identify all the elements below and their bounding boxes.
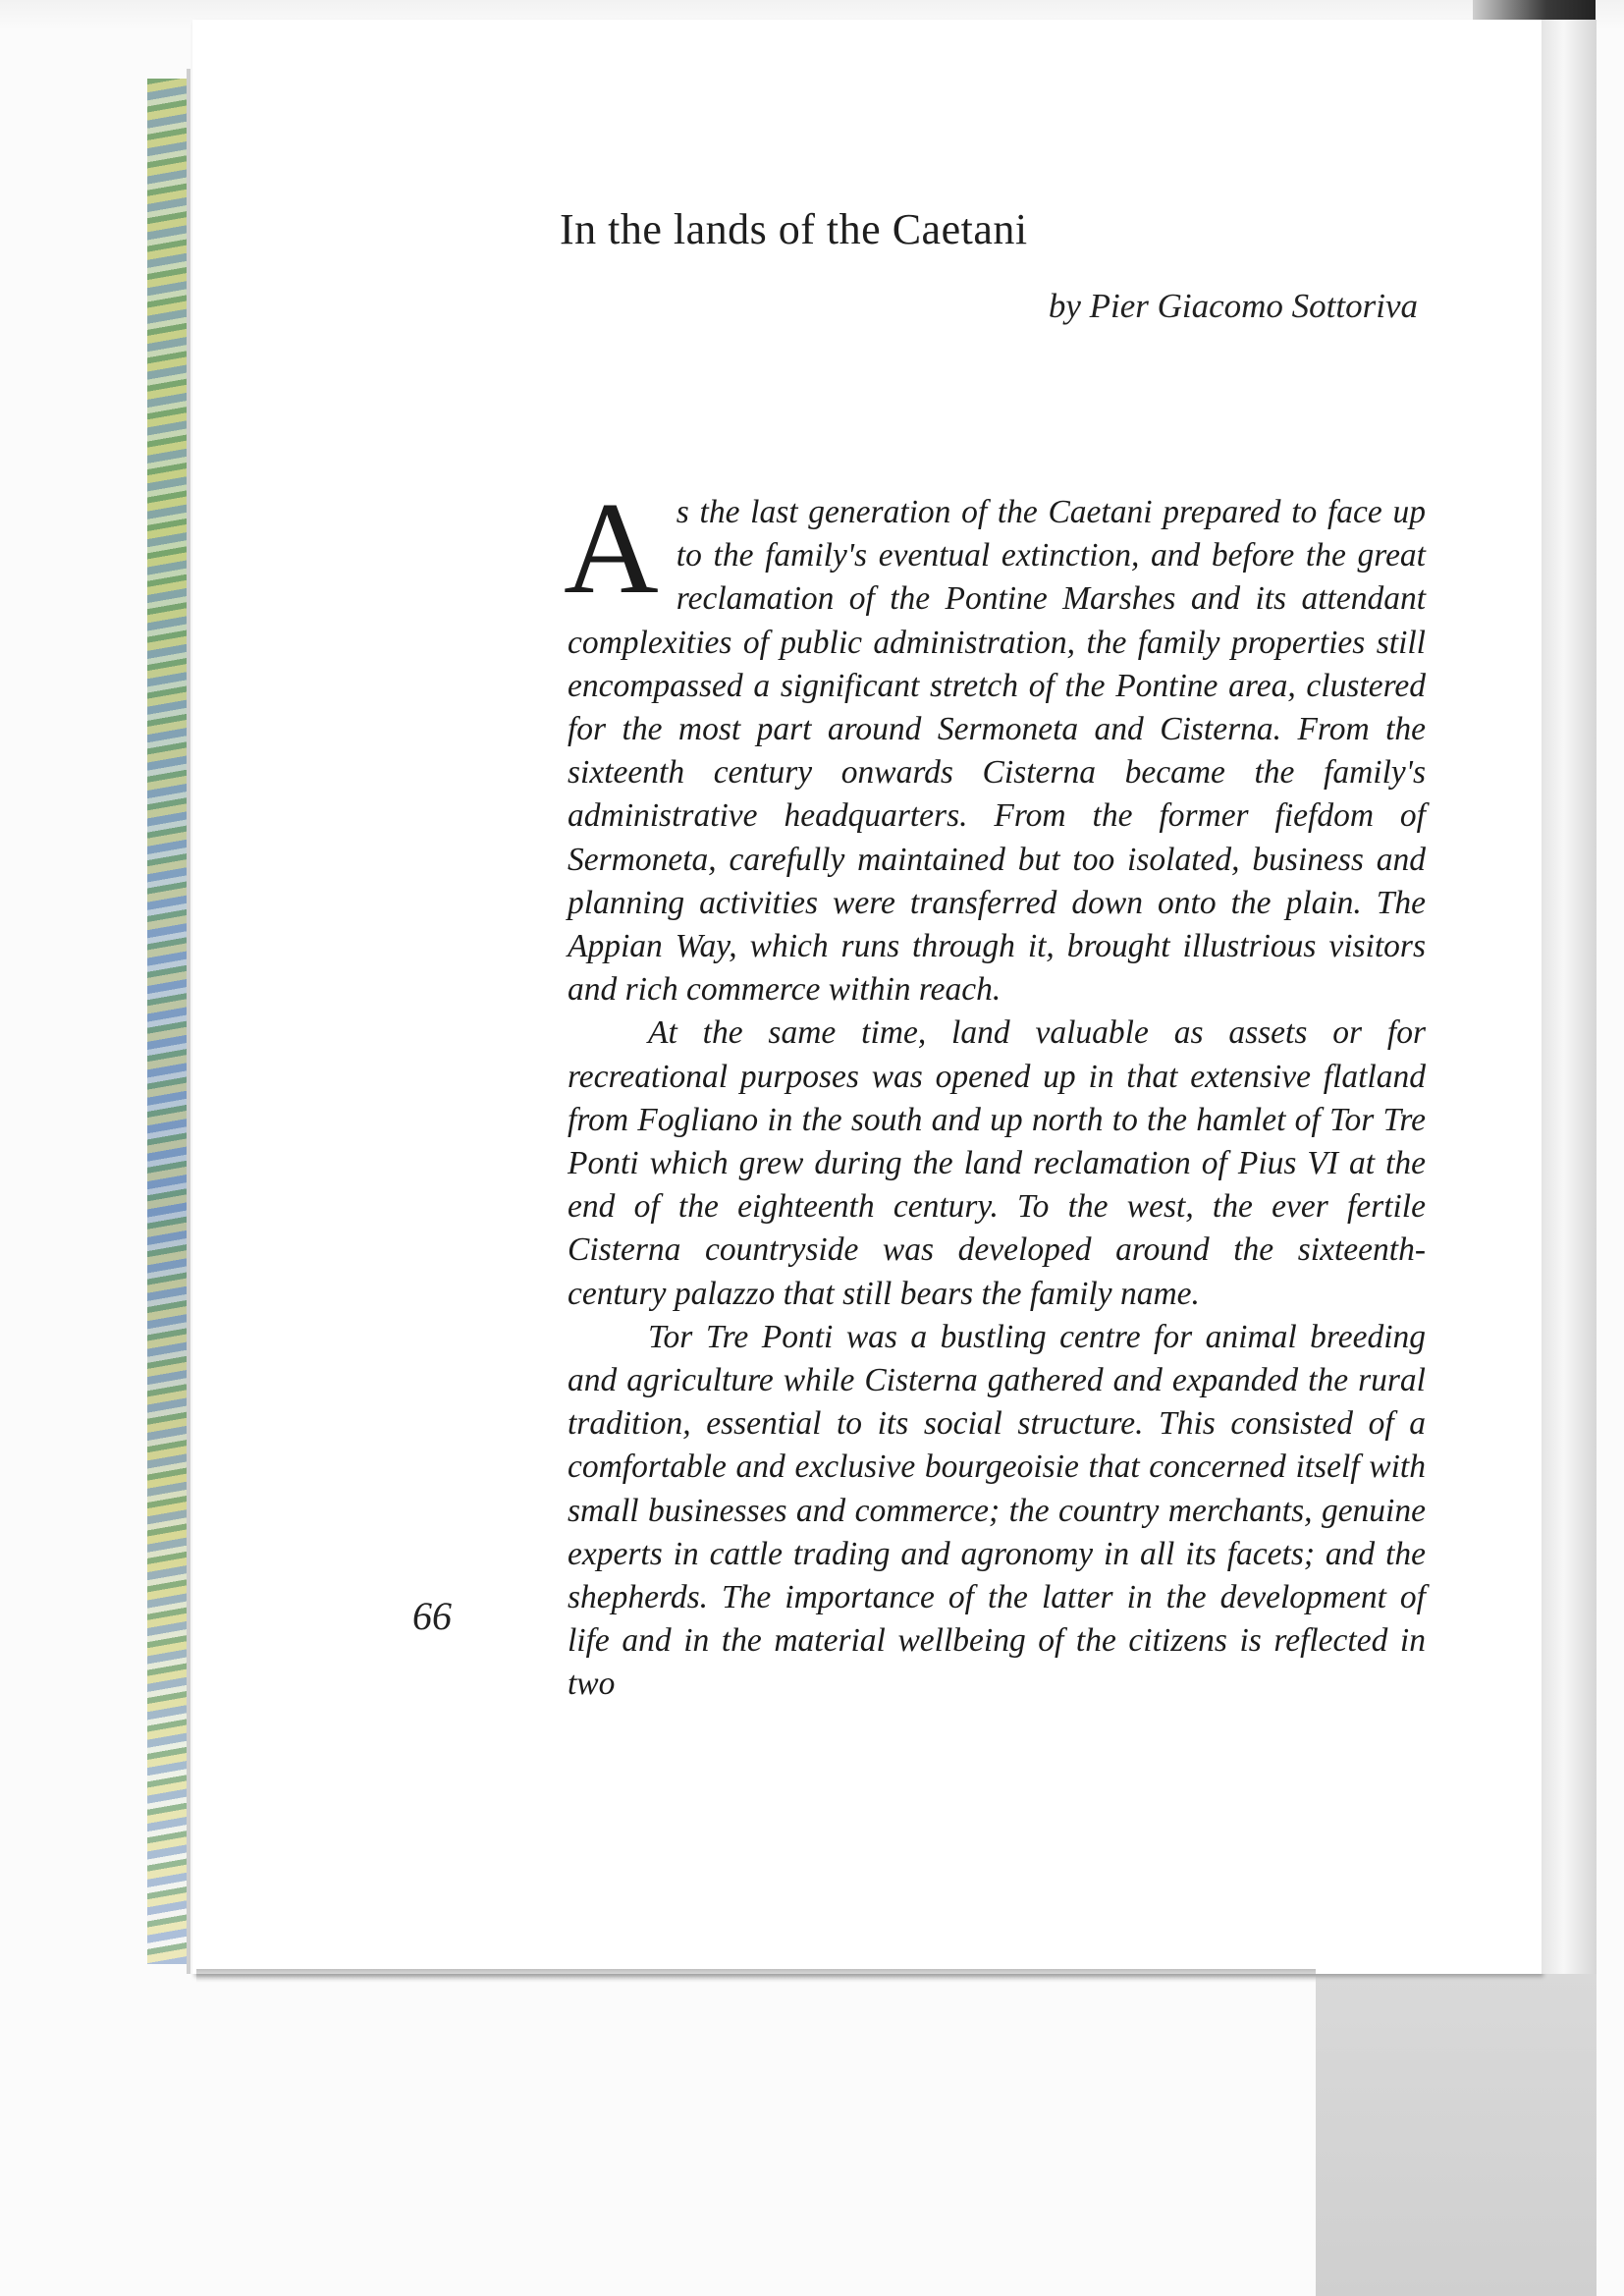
paragraph-text: s the last generation of the Caetani prepared to face up to the family's eventual extinction, and before the great reclamation of the Pontine Marshes and its attendant complexities of public administration, the family properties still encompassed a significant stretch of the Pontine area, clustered for the most part around Sermoneta and Cisterna. From the sixteenth century onwards Cisterna became the family's administrative headquarters. From the former fiefdom of Sermoneta, carefully maintained but too isolated, business and planning activities were transferred down onto the plain. The Appian Way, which runs through it, brought illustrious visitors and rich commerce within reach. <box>568 494 1426 1009</box>
page-bottom-shadow <box>196 1969 1316 1983</box>
article-title: In the lands of the Caetani <box>560 205 1028 253</box>
article-paragraph: At the same time, land valuable as assets or for recreational purposes was opened up in that extensive flatland from Fogliano in the south and up north to the hamlet of Tor Tre Ponti which grew during the land reclamation of Pius VI at the end of the eighteenth century. To the west, the ever fertile Cisterna countryside was developed around the sixteenth-century palazzo that still bears the family name. <box>568 1014 1426 1312</box>
scanner-bed-area <box>1316 1974 1597 2296</box>
book-spine-artwork <box>147 79 189 1964</box>
article-paragraph <box>564 475 1426 1011</box>
article-paragraph: Tor Tre Ponti was a bustling centre for animal breeding and agriculture while Cisterna gathered and expanded the rural tradition, essential to its social structure. This consisted of a comfortable and exclusive bourgeoisie that concerned itself with small businesses and commerce; the country merchants, genuine experts in cattle trading and agronomy in all its facets; and the shepherds. The importance of the latter in the development of life and in the material wellbeing of the citizens is reflected in two <box>568 1318 1426 1703</box>
article-byline: by Pier Giacomo Sottoriva <box>1048 287 1418 325</box>
book-spine-edge <box>187 69 190 1974</box>
page-stack-edge <box>1542 20 1597 1974</box>
page-number: 66 <box>412 1594 452 1638</box>
article-body <box>564 475 1426 1707</box>
drop-cap: A <box>564 475 659 621</box>
